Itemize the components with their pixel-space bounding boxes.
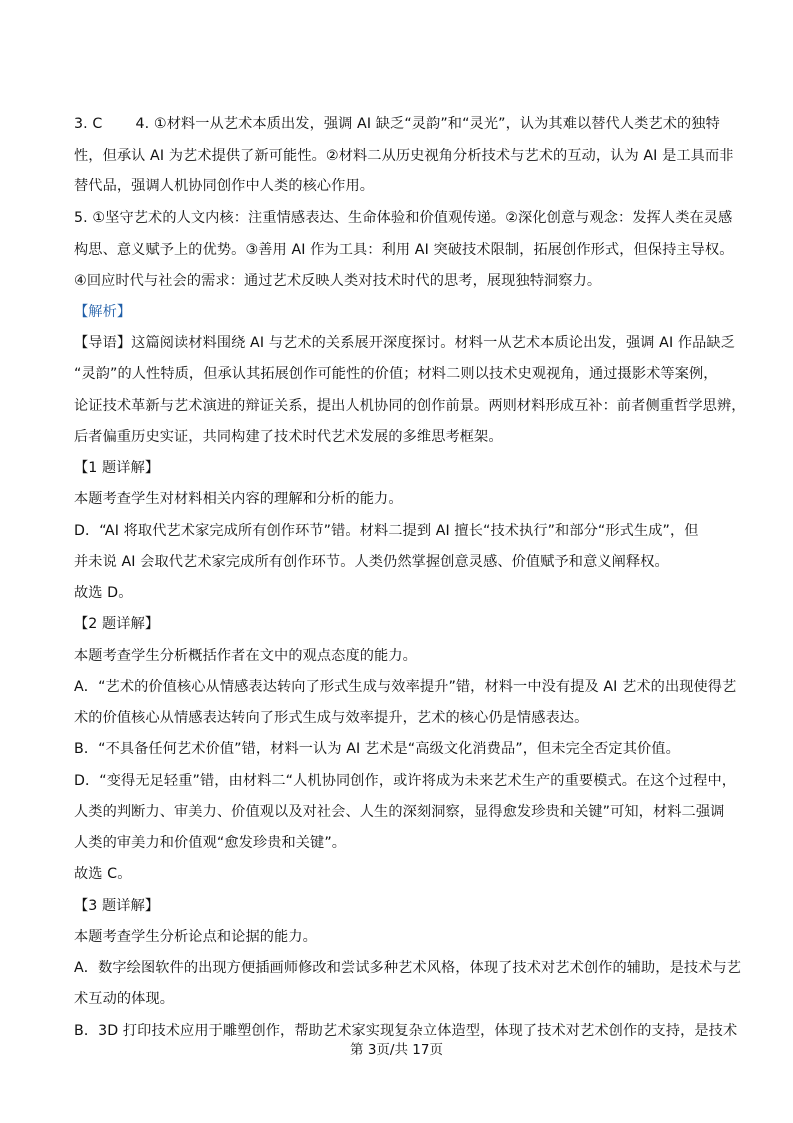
section-heading: 【2 题详解】 — [74, 616, 160, 632]
section-heading: 【1 题详解】 — [74, 460, 160, 476]
answer-line: 性，但承认 AI 为艺术提供了新可能性。②材料二从历史视角分析技术与艺术的互动，认为 AI 是工具而非 — [74, 148, 734, 164]
body-line: 本题考查学生分析论点和论据的能力。 — [74, 929, 317, 945]
body-line: 故选 C。 — [74, 866, 132, 882]
body-line: 并未说 AI 会取代艺术家完成所有创作环节。人类仍然掌握创意灵感、价值赋予和意义阐释权。 — [74, 554, 669, 570]
answer-line: 5. ①坚守艺术的人文内核：注重情感表达、生命体验和价值观传递。②深化创意与观念：发挥人类在灵感 — [74, 210, 733, 226]
body-line: B．“不具备任何艺术价值”错，材料一认为 AI 艺术是“高级文化消费品”，但未完全否定其价值。 — [74, 741, 680, 757]
analysis-heading: 【解析】 — [74, 304, 132, 320]
body-line: 人类的审美力和价值观“愈发珍贵和关键”。 — [74, 835, 347, 851]
intro-line: 后者偏重历史实证，共同构建了技术时代艺术发展的多维思考框架。 — [74, 429, 503, 445]
body-line: D．“AI 将取代艺术家完成所有创作环节”错。材料二提到 AI 擅长“技术执行”和部分“形式生成”，但 — [74, 523, 699, 539]
body-line: B．3D 打印技术应用于雕塑创作，帮助艺术家实现复杂立体造型，体现了技术对艺术创作的支持，是技术 — [74, 1023, 738, 1039]
intro-line: 论证技术革新与艺术演进的辩证关系，提出人机协同的创作前景。两则材料形成互补：前者侧重哲学思辨， — [74, 398, 746, 414]
body-line: 术的价值核心从情感表达转向了形式生成与效率提升，艺术的核心仍是情感表达。 — [74, 710, 589, 726]
body-line: 人类的判断力、审美力、价值观以及对社会、人生的深刻洞察，显得愈发珍贵和关键”可知，材料二强调 — [74, 804, 725, 820]
answer-line: ④回应时代与社会的需求：通过艺术反映人类对技术时代的思考，展现独特洞察力。 — [74, 273, 602, 289]
answer-line: 替代品，强调人机协同创作中人类的核心作用。 — [74, 178, 375, 194]
body-line: 本题考查学生对材料相关内容的理解和分析的能力。 — [74, 491, 403, 507]
intro-line: 【导语】这篇阅读材料围绕 AI 与艺术的关系展开深度探讨。材料一从艺术本质论出发，强调 AI 作品缺乏 — [74, 335, 735, 351]
section-heading: 【3 题详解】 — [74, 898, 160, 914]
intro-line: “灵韵”的人性特质，但承认其拓展创作可能性的价值；材料二则以技术史观视角，通过摄影术等案例， — [74, 366, 718, 382]
body-line: 术互动的体现。 — [74, 991, 175, 1007]
body-line: A．数字绘图软件的出现方便插画师修改和尝试多种艺术风格，体现了技术对艺术创作的辅助，是技术与艺 — [74, 960, 742, 976]
body-line: 故选 D。 — [74, 585, 133, 601]
body-line: D．“变得无足轻重”错，由材料二“人机协同创作，或许将成为未来艺术生产的重要模式。在这个过程中， — [74, 773, 737, 789]
answer-line: 构思、意义赋予上的优势。③善用 AI 作为工具：利用 AI 突破技术限制，拓展创作形式，但保持主导权。 — [74, 242, 734, 258]
answer-line: 3. C 4. ①材料一从艺术本质出发，强调 AI 缺乏“灵韵”和“灵光”，认为其难以替代人类艺术的独特 — [74, 116, 720, 132]
page-footer: 第 3页/共 17页 — [350, 1042, 443, 1058]
body-line: 本题考查学生分析概括作者在文中的观点态度的能力。 — [74, 648, 417, 664]
body-line: A．“艺术的价值核心从情感表达转向了形式生成与效率提升”错，材料一中没有提及 AI 艺术的出现使得艺 — [74, 679, 737, 695]
